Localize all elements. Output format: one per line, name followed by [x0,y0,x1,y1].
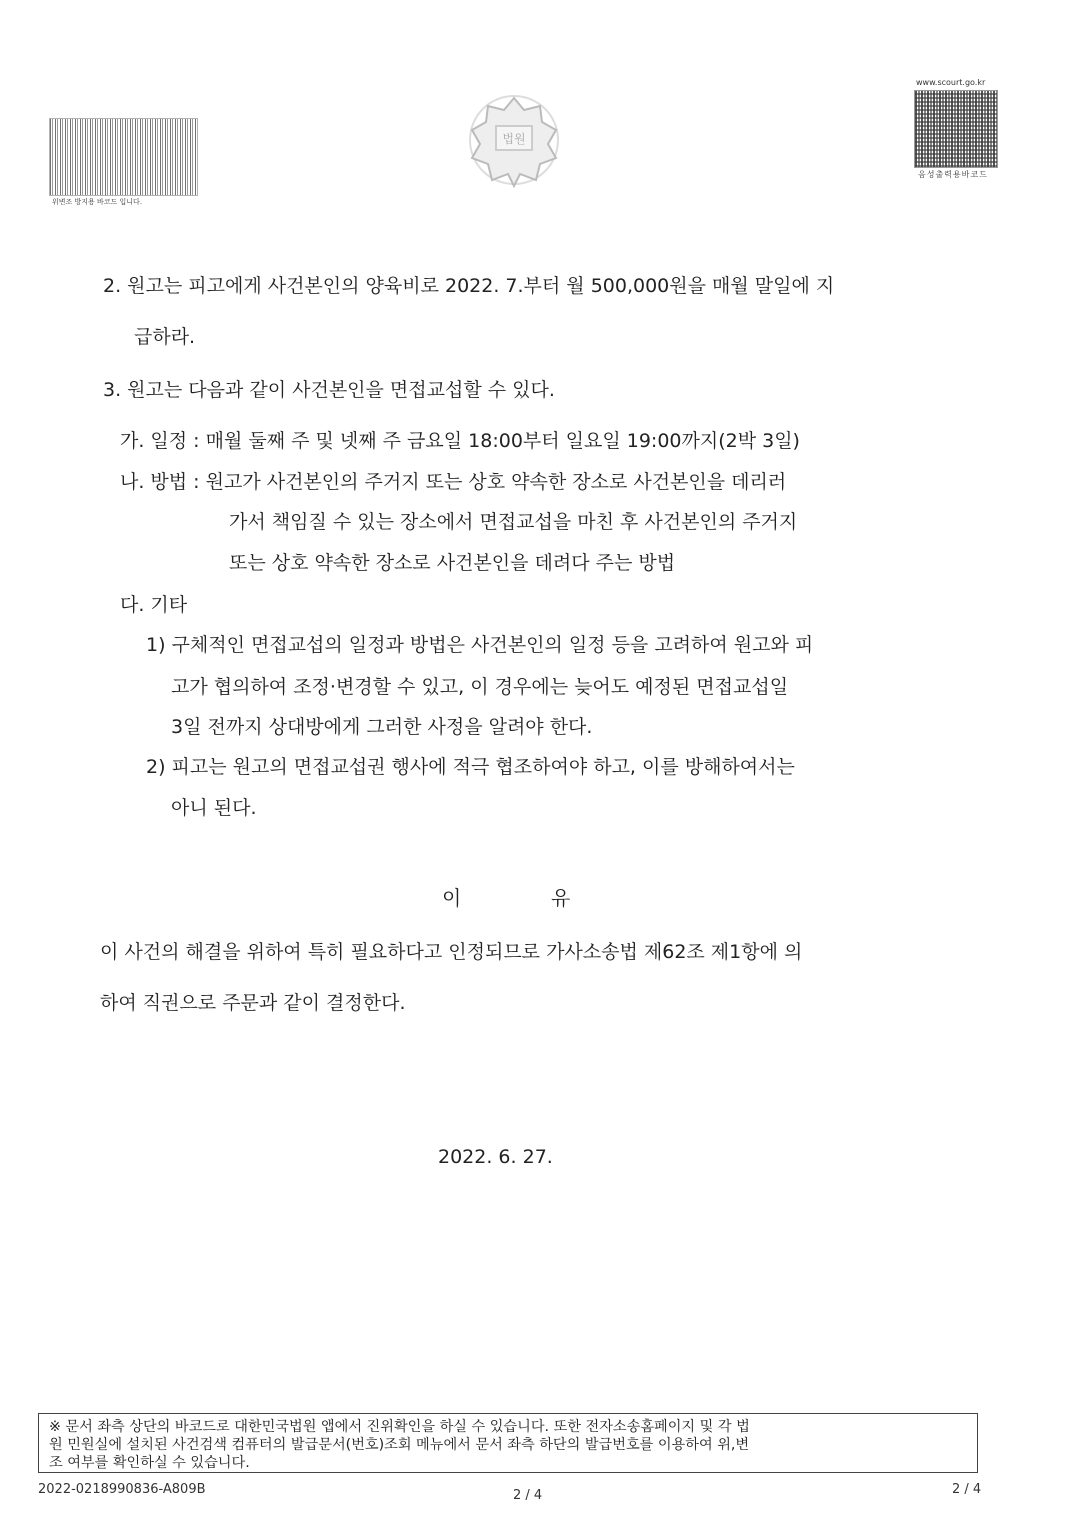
reason-heading-2: 유 [551,886,571,910]
item-da1-line1: 1) 구체적인 면접교섭의 일정과 방법은 사건본인의 일정 등을 고려하여 원고와 피 [146,634,814,656]
barcode-caption: 위변조 방지용 바코드 입니다. [52,198,143,206]
seal-text: 법원 [502,132,526,146]
item-na-line2: 가서 책임질 수 있는 장소에서 면접교섭을 마친 후 사건본인의 주거지 [229,511,798,533]
qr-caption: 음성출력용바코드 [918,170,988,179]
page-number-center: 2 / 4 [513,1488,543,1503]
court-url: www.scourt.go.kr [916,78,986,87]
item-na-line1: 나. 방법 : 원고가 사건본인의 주거지 또는 상호 약속한 장소로 사건본인을 데리러 [120,471,787,493]
reason-line1: 이 사건의 해결을 위하여 특히 필요하다고 인정되므로 가사소송법 제62조 제1항에 의 [100,941,803,963]
voice-output-barcode [914,90,998,168]
decision-date: 2022. 6. 27. [438,1146,553,1168]
issue-number: 2022-0218990836-A809B [38,1482,206,1497]
notice-line1: ※ 문서 좌측 상단의 바코드로 대한민국법원 앱에서 진위확인을 하실 수 있습니다. 또한 전자소송홈페이지 및 각 법 [49,1419,750,1435]
item-da2-line1: 2) 피고는 원고의 면접교섭권 행사에 적극 협조하여야 하고, 이를 방해하여서는 [146,756,795,778]
item-da1-line3: 3일 전까지 상대방에게 그러한 사정을 알려야 한다. [171,716,593,738]
item-ga: 가. 일정 : 매월 둘째 주 및 넷째 주 금요일 18:00부터 일요일 19:00까지(2박 3일) [120,430,800,452]
item-da: 다. 기타 [120,594,188,616]
notice-line3: 조 여부를 확인하실 수 있습니다. [49,1455,250,1471]
notice-line2: 원 민원실에 설치된 사건검색 컴퓨터의 발급문서(번호)조회 메뉴에서 문서 좌측 하단의 발급번호를 이용하여 위,변 [49,1437,750,1453]
item-na-line3: 또는 상호 약속한 장소로 사건본인을 데려다 주는 방법 [229,552,676,574]
reason-line2: 하여 직권으로 주문과 같이 결정한다. [100,992,406,1014]
item-da1-line2: 고가 협의하여 조정·변경할 수 있고, 이 경우에는 늦어도 예정된 면접교섭일 [171,676,789,698]
item2-line1: 2. 원고는 피고에게 사건본인의 양육비로 2022. 7.부터 월 500,000원을 매월 말일에 지 [103,275,835,297]
item2-line2: 급하라. [134,326,196,348]
page-number-right: 2 / 4 [952,1482,982,1497]
court-seal-emblem [462,90,566,190]
item-da2-line2: 아니 된다. [171,797,257,819]
verification-notice [38,1413,978,1473]
reason-heading-1: 이 [442,886,462,910]
item3: 3. 원고는 다음과 같이 사건본인을 면접교섭할 수 있다. [103,379,555,401]
anti-forgery-barcode [49,118,198,196]
